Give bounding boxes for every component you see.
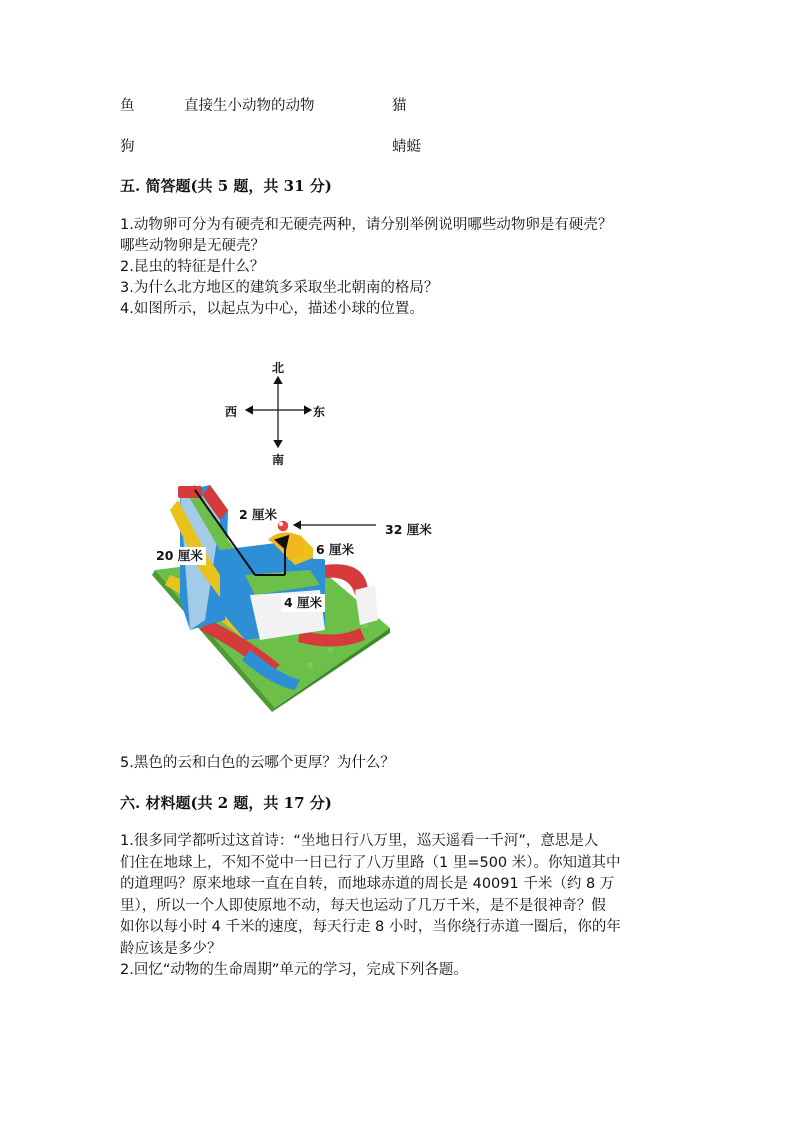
p1-line-4: 里），所以一个人即使原地不动，每天也运动了几万千米，是不是很神奇？假 <box>120 897 606 914</box>
compass-east-label: 东 <box>313 405 326 419</box>
p1-line-5: 如你以每小时 4 千米的速度，每天行走 8 小时，当你绕行赤道一圈后，你的年 <box>120 919 621 935</box>
p1-line-6: 龄应该是多少？ <box>120 940 222 957</box>
compass-south-label: 南 <box>272 453 285 467</box>
material-paragraph-2: 2.回忆“动物的生命周期”单元的学习，完成下列各题。 <box>120 962 468 978</box>
p1-line-3: 的道理吗？原来地球一直在自转，而地球赤道的周长是 40091 千米（约 8 万 <box>120 876 615 892</box>
label-2cm: 2 厘米 <box>239 507 278 522</box>
match-right-2: 蜻蜓 <box>392 139 421 155</box>
match-left-1: 鱼 <box>120 98 135 114</box>
compass-west-label: 西 <box>225 405 238 419</box>
q5-text: 5.黑色的云和白色的云哪个更厚？为什么？ <box>120 755 395 771</box>
q1-line1: 1.动物卵可分为有硬壳和无硬壳两种，请分别举例说明哪些动物卵是有硬壳？ <box>120 217 613 233</box>
compass-north-label: 北 <box>272 361 285 375</box>
match-middle-1: 直接生小动物的动物 <box>184 98 315 114</box>
label-32cm: 32 厘米 <box>385 522 432 537</box>
label-4cm: 4 厘米 <box>281 594 325 612</box>
q2-text: 2.昆虫的特征是什么？ <box>120 259 265 275</box>
match-left-2: 狗 <box>120 139 135 155</box>
material-paragraph-1 <box>120 831 672 960</box>
label-6cm: 6 厘米 <box>313 541 357 559</box>
q1-line2: 哪些动物卵是无硬壳？ <box>120 238 265 254</box>
ball-pointer-arrow <box>288 518 378 532</box>
q4-text: 4.如图所示，以起点为中心，描述小球的位置。 <box>120 301 424 317</box>
p1-line-2: 们住在地球上，不知不觉中一日已行了八万里路（1 里=500 米）。你知道其中 <box>120 854 621 871</box>
section5-heading: 五. 简答题(共 5 题，共 31 分) <box>120 177 332 195</box>
label-20cm: 20 厘米 <box>153 547 206 565</box>
p1-line-1: 1.很多同学都听过这首诗：“坐地日行八万里，巡天遥看一千河”，意思是人 <box>120 833 599 849</box>
match-right-1: 猫 <box>392 98 407 114</box>
section6-heading: 六. 材料题(共 2 题，共 17 分) <box>120 794 332 812</box>
q3-text: 3.为什么北方地区的建筑多采取坐北朝南的格局？ <box>120 280 439 296</box>
